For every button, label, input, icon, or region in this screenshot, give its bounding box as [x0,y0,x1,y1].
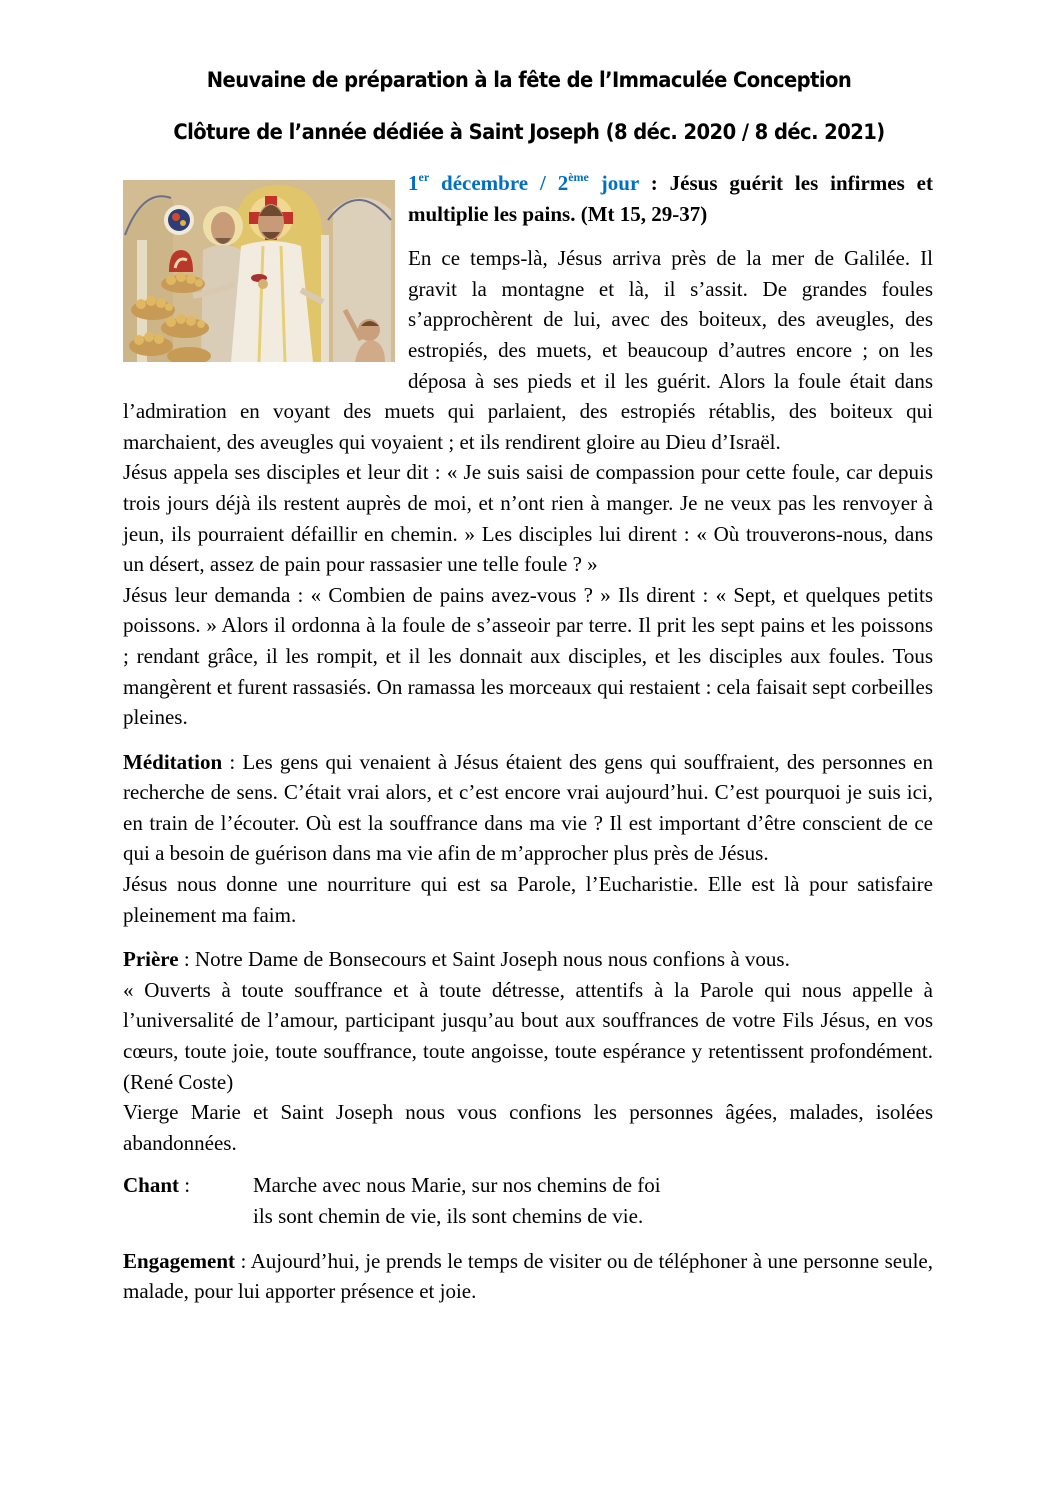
date-number: 1 [408,171,419,195]
meditation-text: Les gens qui venaient à Jésus étaient des gens qui souffraient, des personnes en recherche de sens. C’était vrai alors, et c’est encore vrai aujourd’hui. C’est pourquoi je suis ici, en train de l’écouter. Où est la souffrance dans ma vie ? Il est important d’être conscient de ce qui a besoin de guérison dans ma vie afin de m’approcher plus près de Jésus. [123,749,933,866]
chant-label-wrap [123,1170,253,1231]
meditation-separator: : [222,749,243,774]
chant-label: Chant [123,1173,180,1198]
document-subtitle: Clôture de l’année dédiée à Saint Joseph (8 déc. 2020 / 8 déc. 2021) [173,120,885,144]
date-superscript: er [418,170,430,184]
gospel-paragraph-1: En ce temps-là, Jésus arriva près de la mer de Galilée. Il gravit la montagne et là, il s’assit. De grandes foules s’approchèrent de lui, avec des boiteux, des aveugles, des estropiés, des muets, et beaucoup d’autres encore ; on les déposa à ses pieds et il les guérit. Alors la foule était dans l’admiration en voyant des muets qui parlaient, des estropiés rétablis, des boiteux qui marchaient, des aveugles qui voyaient ; et ils rendirent gloire au Dieu d’Israël. [123,246,933,454]
meditation-paragraph-1 [123,747,933,869]
day-superscript: ème [568,170,589,184]
date-word: décembre / 2 [429,171,569,195]
prayer-label: Prière [123,947,179,972]
prayer-paragraph-1 [123,944,933,975]
chant-separator: : [179,1173,191,1198]
mosaic-image [123,180,395,362]
engagement-label: Engagement [123,1248,235,1273]
document-title: Neuvaine de préparation à la fête de l’Immaculée Conception [206,68,852,92]
chant-lyrics [253,1170,661,1231]
day-theme: Jésus guérit les infirmes et multiplie les pains. (Mt 15, 29-37) [408,171,933,226]
document-body [123,168,933,1307]
gospel-paragraph-3: Jésus leur demanda : « Combien de pains avez-vous ? » Ils dirent : « Sept, et quelques petits poissons. » Alors il ordonna à la foule de s’asseoir par terre. Il prit les sept pains et les poissons ; rendant grâce, il les rompit, et il les donnait aux disciples, et les disciples aux foules. Tous mangèrent et furent rassasiés. On ramassa les morceaux qui restaient : cela faisait sept corbeilles pleines. [123,582,933,730]
mosaic-image-icon [123,180,395,362]
prayer-separator: : [178,947,195,972]
engagement-paragraph [123,1246,933,1307]
gospel-paragraph-2: Jésus appela ses disciples et leur dit : « Je suis saisi de compassion pour cette foule, car depuis trois jours déjà ils restent auprès de moi, et n’ont rien à manger. Je ne veux pas les renvoyer à jeun, ils pourraient défaillir en chemin. » Les disciples lui dirent : « Où trouverons-nous, dans un désert, assez de pain pour rassasier une telle foule ? » [123,460,933,577]
prayer-paragraph-2: « Ouverts à toute souffrance et à toute détresse, attentifs à la Parole qui nous appelle à l’universalité de l’amour, participant jusqu’au bout aux souffrances de votre Fils Jésus, en vos cœurs, toute joie, toute souffrance, toute angoisse, toute espérance y retentissent profondément. (René Coste) [123,977,933,1094]
chant-line-2: ils sont chemin de vie, ils sont chemins de vie. [253,1204,644,1228]
day-word: jour [588,171,639,195]
prayer-paragraph-3: Vierge Marie et Saint Joseph nous vous confions les personnes âgées, malades, isolées abandonnées. [123,1100,933,1155]
day-separator: : [638,171,670,195]
engagement-text: Aujourd’hui, je prends le temps de visiter ou de téléphoner à une personne seule, malade, pour lui apporter présence et joie. [123,1248,933,1304]
chant-section [123,1170,933,1231]
prayer-text: Notre Dame de Bonsecours et Saint Joseph nous nous confions à vous. [194,947,790,972]
meditation-label: Méditation [123,749,223,774]
chant-line-1: Marche avec nous Marie, sur nos chemins de foi [253,1173,661,1198]
meditation-paragraph-2: Jésus nous donne une nourriture qui est sa Parole, l’Eucharistie. Elle est là pour satisfaire pleinement ma faim. [123,872,933,927]
engagement-separator: : [235,1248,251,1273]
day-date [408,171,639,195]
